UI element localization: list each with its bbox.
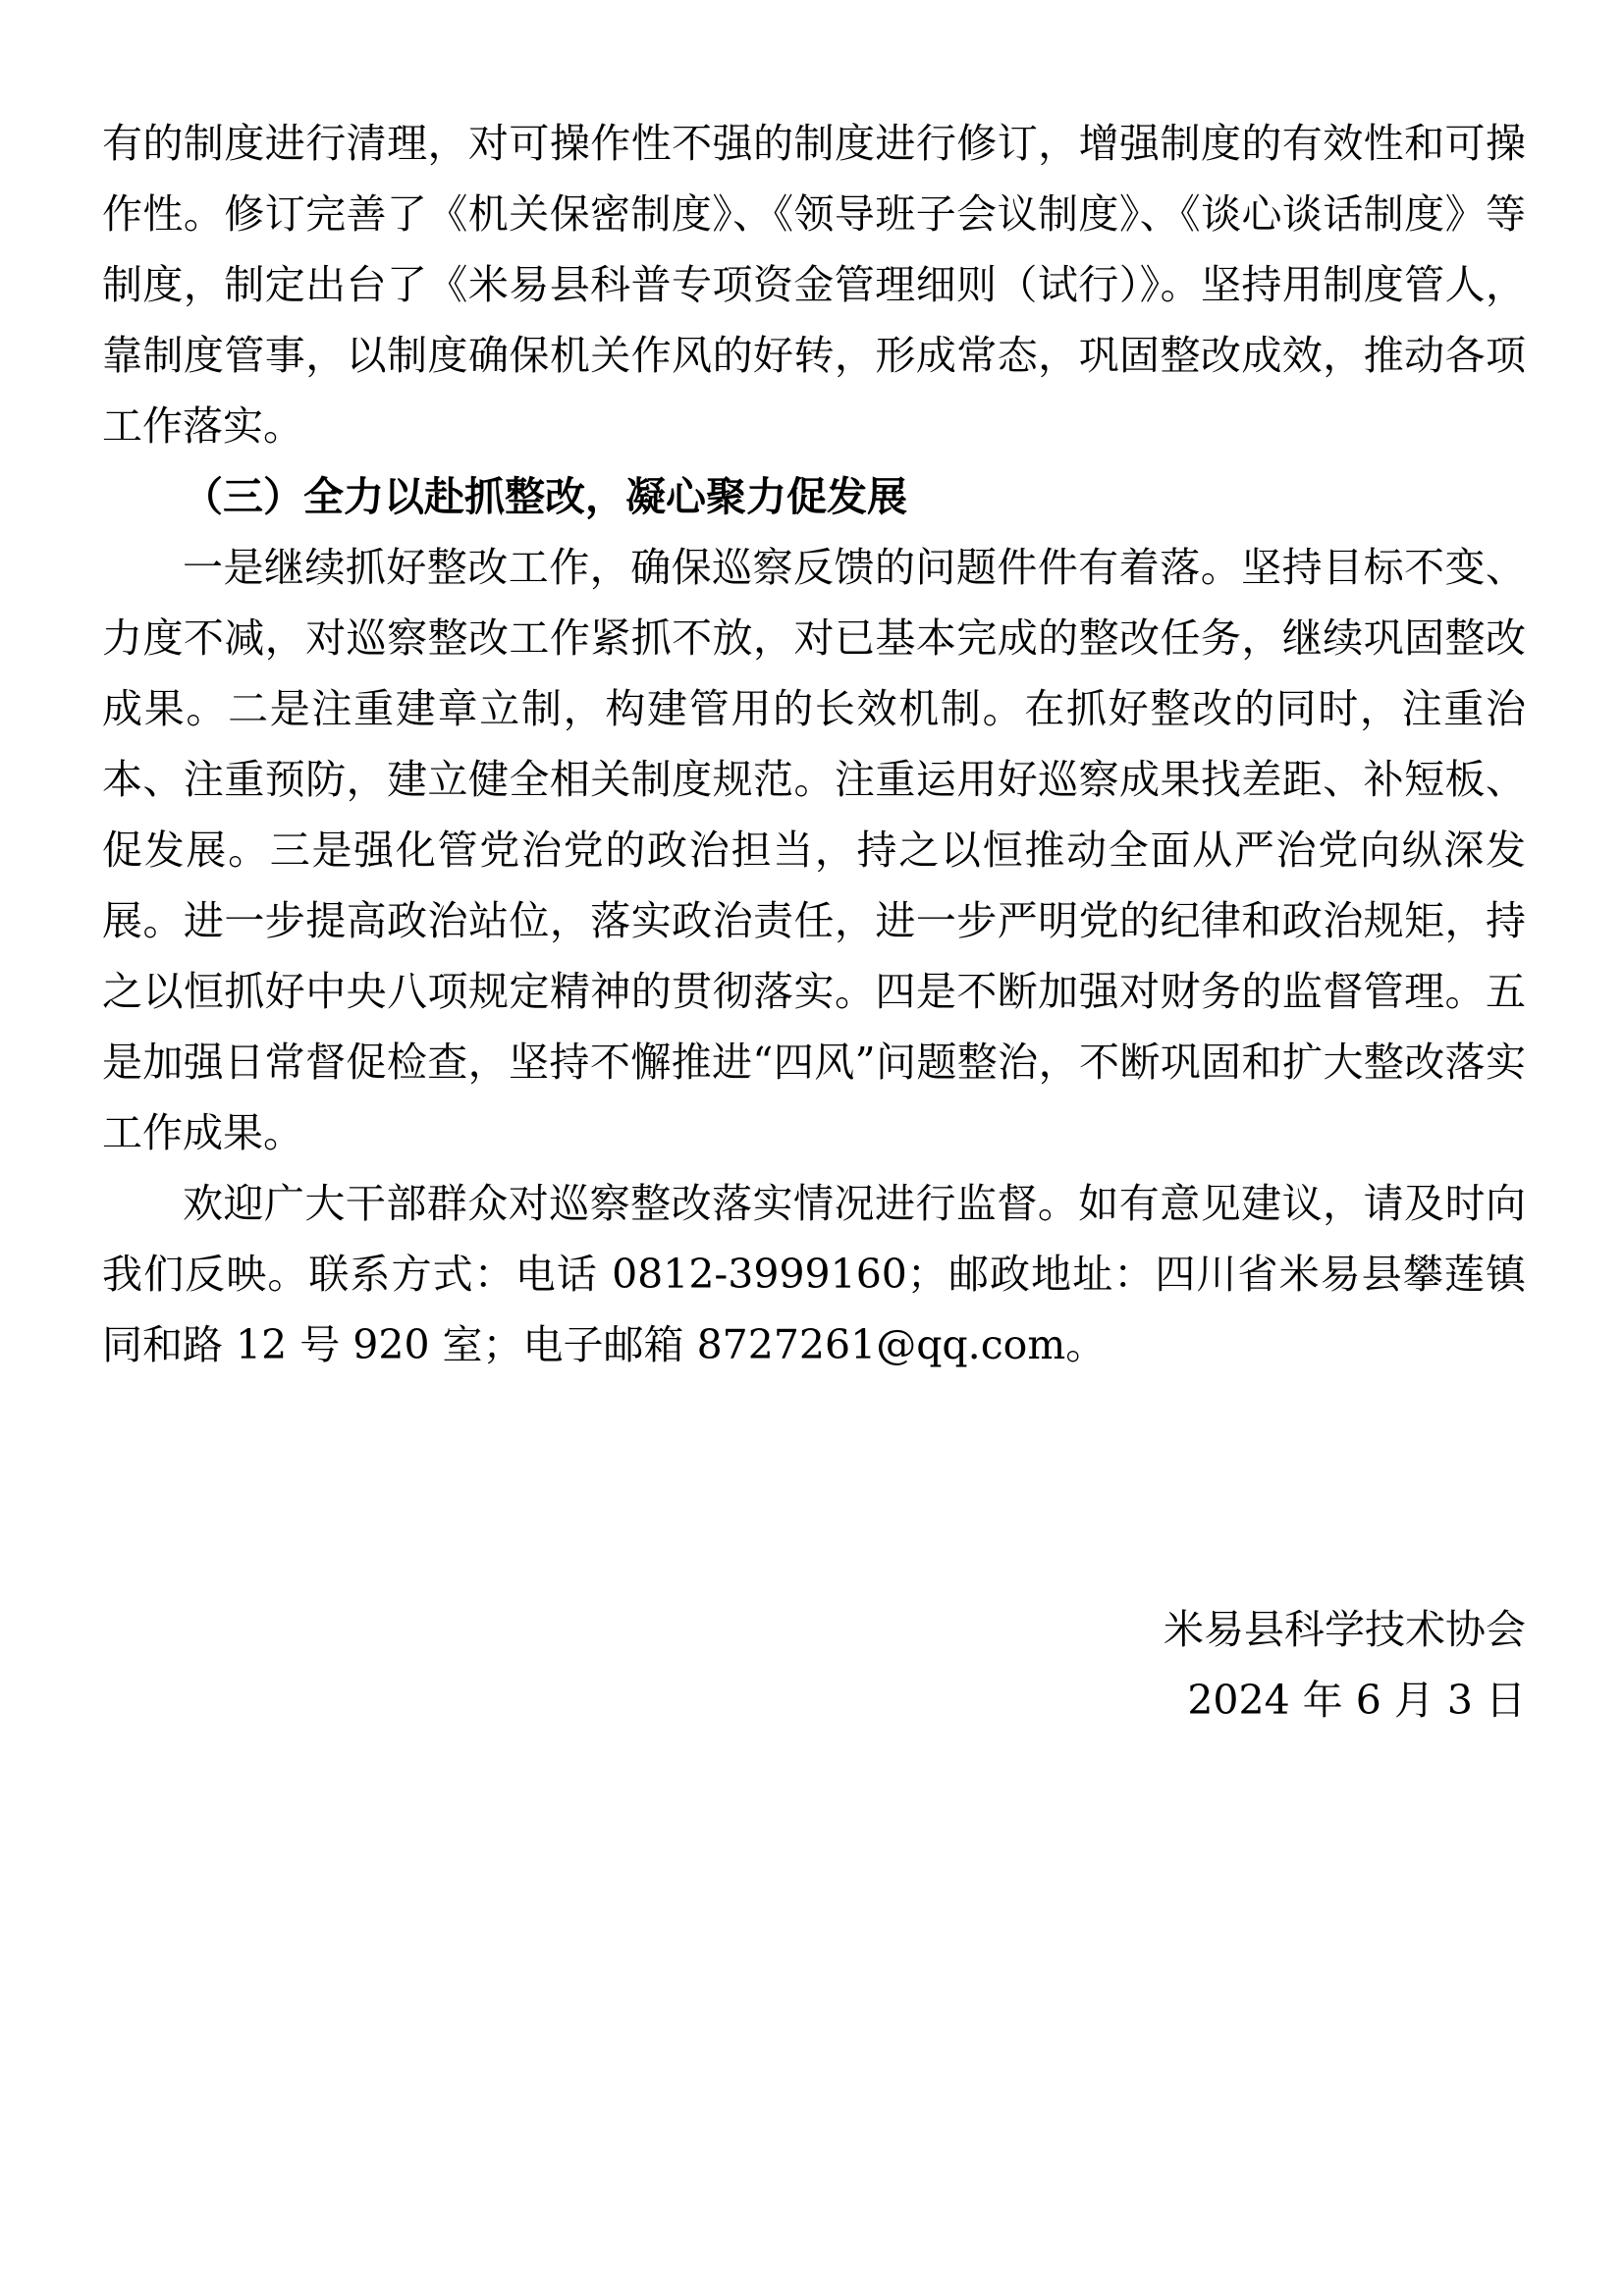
paragraph-rectification-measures: 一是继续抓好整改工作，确保巡察反馈的问题件件有着落。坚持目标不变、力度不减，对巡察整改工作紧抓不放，对已基本完成的整改任务，继续巩固整改成果。二是注重建章立制，构建管用的长效机制。在抓好整改的同时，注重治本、注重预防，建立健全相关制度规范。注重运用好巡察成果找差距、补短板、促发展。三是强化管党治党的政治担当，持之以恒推动全面从严治党向纵深发展。进一步提高政治站位，落实政治责任，进一步严明党的纪律和政治规矩，持之以恒抓好中央八项规定精神的贯彻落实。四是不断加强对财务的监督管理。五是加强日常督促检查，坚持不懈推进“四风”问题整治，不断巩固和扩大整改落实工作成果。 — [102, 544, 1526, 1156]
signature-block — [1164, 1594, 1526, 1735]
paragraph-system-revision: 有的制度进行清理，对可操作性不强的制度进行修订，增强制度的有效性和可操作性。修订完善了《机关保密制度》、《领导班子会议制度》、《谈心谈话制度》等制度，制定出台了《米易县科普专项资金管理细则（试行）》。坚持用制度管人，靠制度管事，以制度确保机关作风的好转，形成常态，巩固整改成效，推动各项工作落实。 — [102, 120, 1526, 450]
paragraph-contact-info: 欢迎广大干部群众对巡察整改落实情况进行监督。如有意见建议，请及时向我们反映。联系方式：电话 0812-3999160；邮政地址：四川省米易县攀莲镇同和路 12 号 920 室；电子邮箱 8727261@qq.com。 — [102, 1180, 1526, 1368]
signature-organization: 米易县科学技术协会 — [1164, 1606, 1526, 1653]
section-heading-3: （三）全力以赴抓整改，凝心聚力促发展 — [183, 473, 907, 520]
signature-date: 2024 年 6 月 3 日 — [1187, 1677, 1526, 1724]
document-body — [102, 108, 1526, 1380]
